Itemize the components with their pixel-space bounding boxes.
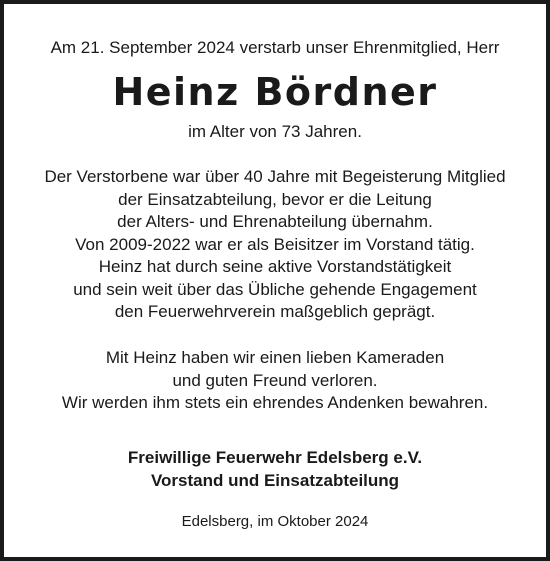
bio-line: den Feuerwehrverein maßgeblich geprägt. [114,302,436,321]
bio-line: der Einsatzabteilung, bevor er die Leitung [118,189,432,209]
place-date-line: Edelsberg, im Oktober 2024 [181,513,369,530]
intro-text [4,37,546,59]
age-text [4,121,546,143]
organization-unit: Vorstand und Einsatzabteilung [150,470,400,490]
intro-line: Am 21. September 2024 verstarb unser Ehrenmitglied, Herr [50,38,500,57]
age-line: im Alter von 73 Jahren. [188,122,362,141]
bio-line: der Alters- und Ehrenabteilung übernahm. [117,212,433,231]
biography-paragraph [4,166,546,324]
name-heading: Heinz Bördner [112,70,438,114]
farewell-line: Mit Heinz haben wir einen lieben Kameraden [105,348,445,367]
bio-line: und sein weit über das Übliche gehende Engagement [73,279,477,299]
farewell-paragraph [4,347,546,415]
bio-line: Der Verstorbene war über 40 Jahre mit Begeisterung Mitglied [44,167,506,186]
deceased-name [4,69,546,115]
organization-name: Freiwillige Feuerwehr Edelsberg e.V. [127,448,423,467]
place-and-date [4,512,546,532]
farewell-line: und guten Freund verloren. [172,370,378,390]
farewell-line: Wir werden ihm stets ein ehrendes Andenken bewahren. [61,393,489,412]
bio-line: Heinz hat durch seine aktive Vorstandstätigkeit [98,257,452,276]
bio-line: Von 2009-2022 war er als Beisitzer im Vorstand tätig. [75,234,475,254]
signature-block [4,447,546,492]
